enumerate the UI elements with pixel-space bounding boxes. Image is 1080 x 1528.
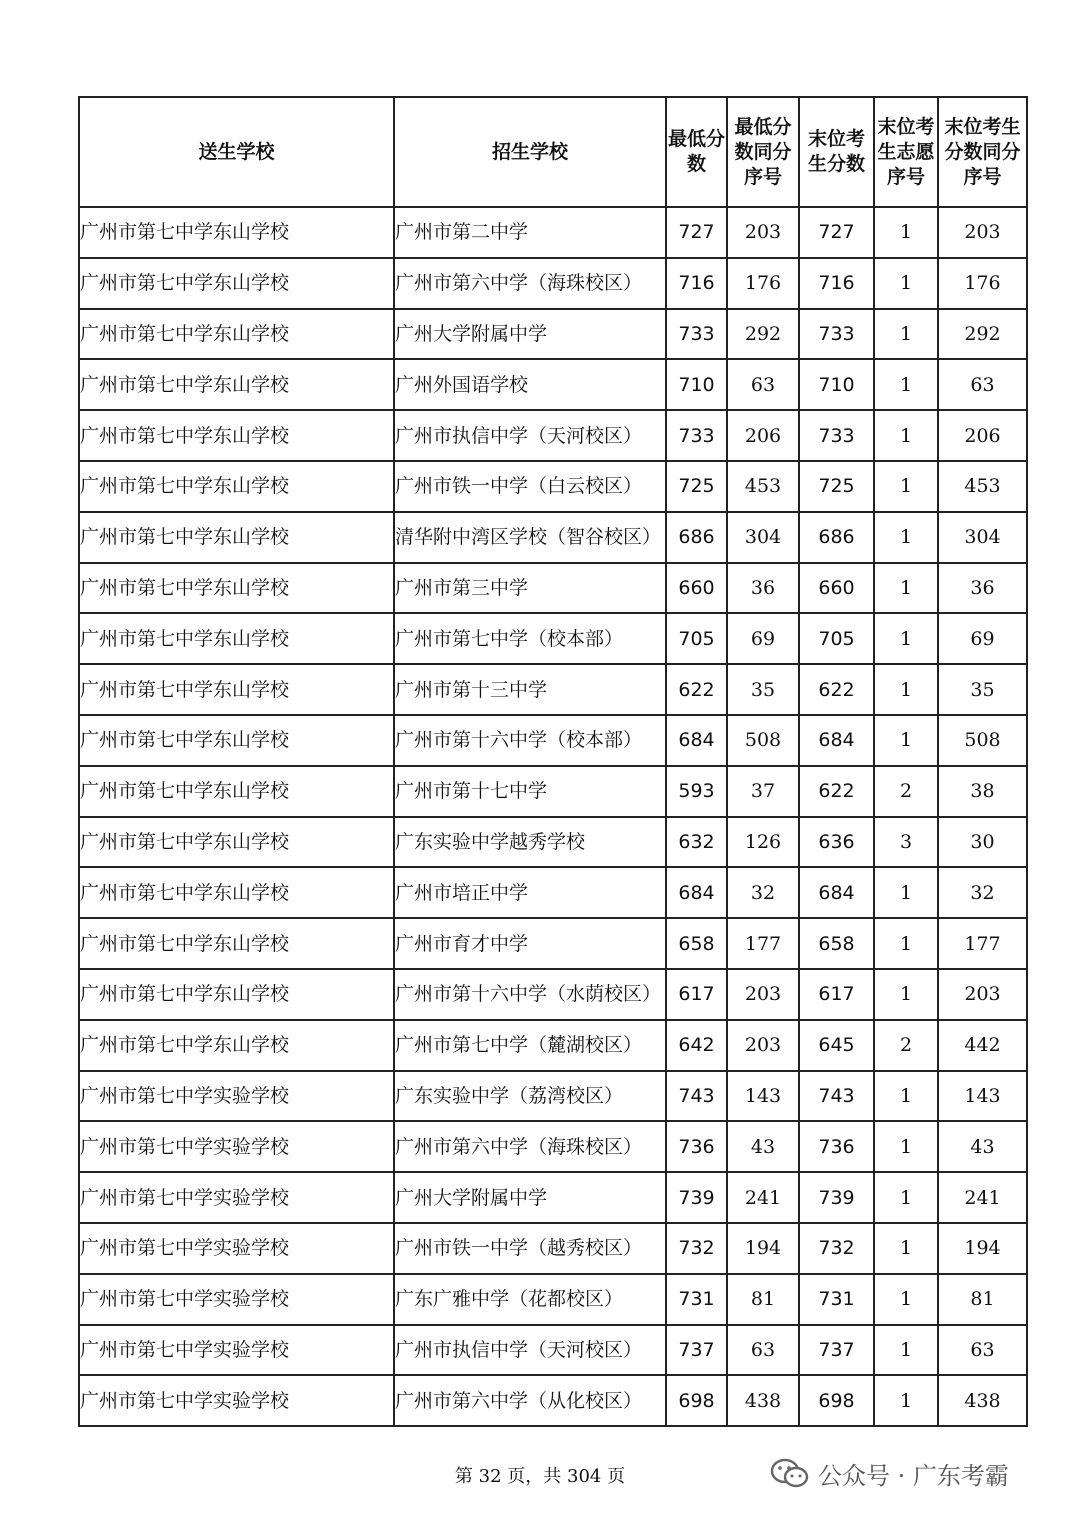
- admission-table: [78, 96, 1028, 1427]
- last-score-tie-rank-cell: 206: [938, 410, 1027, 461]
- min-score-tie-rank-cell: 438: [727, 1375, 799, 1426]
- min-score-tie-rank-cell: 453: [727, 461, 799, 512]
- min-score-cell: 739: [666, 1172, 727, 1223]
- page-number: 第 32 页，共 304 页: [454, 1466, 626, 1487]
- min-score-tie-rank-cell: 143: [727, 1071, 799, 1122]
- receiving-school-cell: 广州市第三中学: [394, 563, 666, 614]
- receiving-school-cell: 广州市执信中学（天河校区）: [394, 1325, 666, 1376]
- receiving-school-cell: 广州市铁一中学（越秀校区）: [394, 1223, 666, 1274]
- sending-school-cell: 广州市第七中学东山学校: [79, 309, 394, 360]
- last-choice-rank-cell: 1: [874, 1172, 938, 1223]
- last-score-cell: 645: [799, 1020, 874, 1071]
- sending-school-cell: 广州市第七中学东山学校: [79, 563, 394, 614]
- min-score-cell: 731: [666, 1274, 727, 1325]
- min-score-tie-rank-cell: 203: [727, 1020, 799, 1071]
- min-score-tie-rank-cell: 206: [727, 410, 799, 461]
- table-row: [79, 817, 1027, 868]
- receiving-school-cell: 广州市第十七中学: [394, 766, 666, 817]
- table-row: [79, 867, 1027, 918]
- last-score-tie-rank-cell: 203: [938, 207, 1027, 258]
- table-header-row: [79, 97, 1027, 207]
- receiving-school-cell: 广州市第十六中学（水荫校区）: [394, 969, 666, 1020]
- last-score-cell: 739: [799, 1172, 874, 1223]
- last-choice-rank-cell: 1: [874, 664, 938, 715]
- receiving-school-cell: 广州市第七中学（校本部）: [394, 613, 666, 664]
- min-score-cell: 622: [666, 664, 727, 715]
- last-score-tie-rank-cell: 292: [938, 309, 1027, 360]
- sending-school-cell: 广州市第七中学实验学校: [79, 1172, 394, 1223]
- receiving-school-cell: 广东实验中学（荔湾校区）: [394, 1071, 666, 1122]
- sending-school-cell: 广州市第七中学东山学校: [79, 817, 394, 868]
- min-score-cell: 617: [666, 969, 727, 1020]
- sending-school-cell: 广州市第七中学实验学校: [79, 1223, 394, 1274]
- sending-school-cell: 广州市第七中学实验学校: [79, 1274, 394, 1325]
- receiving-school-cell: 广州外国语学校: [394, 359, 666, 410]
- receiving-school-cell: 广州市第十六中学（校本部）: [394, 715, 666, 766]
- last-score-cell: 617: [799, 969, 874, 1020]
- sending-school-cell: 广州市第七中学东山学校: [79, 664, 394, 715]
- sending-school-cell: 广州市第七中学实验学校: [79, 1375, 394, 1426]
- last-score-tie-rank-cell: 241: [938, 1172, 1027, 1223]
- last-choice-rank-cell: 1: [874, 1325, 938, 1376]
- sending-school-cell: 广州市第七中学实验学校: [79, 1121, 394, 1172]
- receiving-school-cell: 广东实验中学越秀学校: [394, 817, 666, 868]
- min-score-tie-rank-cell: 203: [727, 969, 799, 1020]
- sending-school-cell: 广州市第七中学东山学校: [79, 512, 394, 563]
- last-choice-rank-cell: 2: [874, 1020, 938, 1071]
- table-body: [79, 207, 1027, 1426]
- min-score-tie-rank-cell: 177: [727, 918, 799, 969]
- last-score-cell: 743: [799, 1071, 874, 1122]
- last-score-tie-rank-cell: 63: [938, 359, 1027, 410]
- last-score-cell: 660: [799, 563, 874, 614]
- header-sending-school: 送生学校: [79, 97, 394, 207]
- min-score-tie-rank-cell: 304: [727, 512, 799, 563]
- last-score-cell: 684: [799, 715, 874, 766]
- min-score-cell: 743: [666, 1071, 727, 1122]
- sending-school-cell: 广州市第七中学东山学校: [79, 918, 394, 969]
- last-score-tie-rank-cell: 453: [938, 461, 1027, 512]
- table-row: [79, 969, 1027, 1020]
- min-score-cell: 736: [666, 1121, 727, 1172]
- table-row: [79, 258, 1027, 309]
- table-row: [79, 1325, 1027, 1376]
- sending-school-cell: 广州市第七中学东山学校: [79, 613, 394, 664]
- receiving-school-cell: 广州市第六中学（从化校区）: [394, 1375, 666, 1426]
- last-choice-rank-cell: 1: [874, 563, 938, 614]
- receiving-school-cell: 清华附中湾区学校（智谷校区）: [394, 512, 666, 563]
- receiving-school-cell: 广州市第六中学（海珠校区）: [394, 258, 666, 309]
- sending-school-cell: 广州市第七中学东山学校: [79, 461, 394, 512]
- min-score-tie-rank-cell: 203: [727, 207, 799, 258]
- min-score-tie-rank-cell: 69: [727, 613, 799, 664]
- table-row: [79, 613, 1027, 664]
- min-score-cell: 698: [666, 1375, 727, 1426]
- header-last-score-tie-rank: 末位考生分数同分序号: [938, 97, 1027, 207]
- receiving-school-cell: 广州大学附属中学: [394, 1172, 666, 1223]
- table-row: [79, 563, 1027, 614]
- min-score-cell: 725: [666, 461, 727, 512]
- last-score-tie-rank-cell: 176: [938, 258, 1027, 309]
- min-score-cell: 716: [666, 258, 727, 309]
- min-score-cell: 732: [666, 1223, 727, 1274]
- last-score-cell: 737: [799, 1325, 874, 1376]
- last-score-cell: 658: [799, 918, 874, 969]
- last-score-cell: 698: [799, 1375, 874, 1426]
- watermark-text: 公众号 · 广东考霸: [818, 1462, 1009, 1490]
- watermark: [770, 1456, 1009, 1491]
- min-score-tie-rank-cell: 43: [727, 1121, 799, 1172]
- min-score-tie-rank-cell: 36: [727, 563, 799, 614]
- last-score-cell: 636: [799, 817, 874, 868]
- min-score-cell: 710: [666, 359, 727, 410]
- table-row: [79, 410, 1027, 461]
- last-score-cell: 684: [799, 867, 874, 918]
- min-score-tie-rank-cell: 63: [727, 1325, 799, 1376]
- receiving-school-cell: 广州大学附属中学: [394, 309, 666, 360]
- receiving-school-cell: 广州市育才中学: [394, 918, 666, 969]
- last-choice-rank-cell: 1: [874, 258, 938, 309]
- table-row: [79, 1274, 1027, 1325]
- last-choice-rank-cell: 1: [874, 359, 938, 410]
- sending-school-cell: 广州市第七中学东山学校: [79, 359, 394, 410]
- sending-school-cell: 广州市第七中学东山学校: [79, 207, 394, 258]
- last-choice-rank-cell: 1: [874, 613, 938, 664]
- header-receiving-school: 招生学校: [394, 97, 666, 207]
- last-choice-rank-cell: 3: [874, 817, 938, 868]
- sending-school-cell: 广州市第七中学实验学校: [79, 1071, 394, 1122]
- last-choice-rank-cell: 1: [874, 1121, 938, 1172]
- min-score-cell: 658: [666, 918, 727, 969]
- last-score-tie-rank-cell: 442: [938, 1020, 1027, 1071]
- last-choice-rank-cell: 1: [874, 715, 938, 766]
- last-score-tie-rank-cell: 32: [938, 867, 1027, 918]
- min-score-tie-rank-cell: 126: [727, 817, 799, 868]
- last-score-tie-rank-cell: 203: [938, 969, 1027, 1020]
- last-score-cell: 710: [799, 359, 874, 410]
- min-score-tie-rank-cell: 194: [727, 1223, 799, 1274]
- table-row: [79, 309, 1027, 360]
- sending-school-cell: 广州市第七中学东山学校: [79, 969, 394, 1020]
- receiving-school-cell: 广州市铁一中学（白云校区）: [394, 461, 666, 512]
- min-score-tie-rank-cell: 81: [727, 1274, 799, 1325]
- last-choice-rank-cell: 1: [874, 1274, 938, 1325]
- receiving-school-cell: 广州市培正中学: [394, 867, 666, 918]
- last-score-tie-rank-cell: 177: [938, 918, 1027, 969]
- table-row: [79, 1121, 1027, 1172]
- last-score-tie-rank-cell: 304: [938, 512, 1027, 563]
- min-score-tie-rank-cell: 241: [727, 1172, 799, 1223]
- min-score-cell: 642: [666, 1020, 727, 1071]
- receiving-school-cell: 广州市执信中学（天河校区）: [394, 410, 666, 461]
- min-score-cell: 632: [666, 817, 727, 868]
- last-score-tie-rank-cell: 38: [938, 766, 1027, 817]
- table-row: [79, 207, 1027, 258]
- last-score-tie-rank-cell: 438: [938, 1375, 1027, 1426]
- table-row: [79, 461, 1027, 512]
- wechat-icon: [770, 1457, 810, 1491]
- last-score-cell: 622: [799, 766, 874, 817]
- min-score-tie-rank-cell: 63: [727, 359, 799, 410]
- last-score-cell: 725: [799, 461, 874, 512]
- last-score-cell: 727: [799, 207, 874, 258]
- last-choice-rank-cell: 1: [874, 867, 938, 918]
- last-score-tie-rank-cell: 43: [938, 1121, 1027, 1172]
- sending-school-cell: 广州市第七中学东山学校: [79, 766, 394, 817]
- receiving-school-cell: 广州市第七中学（麓湖校区）: [394, 1020, 666, 1071]
- table-row: [79, 512, 1027, 563]
- table-row: [79, 715, 1027, 766]
- last-score-tie-rank-cell: 63: [938, 1325, 1027, 1376]
- last-score-cell: 736: [799, 1121, 874, 1172]
- sending-school-cell: 广州市第七中学东山学校: [79, 258, 394, 309]
- last-score-cell: 733: [799, 309, 874, 360]
- last-score-tie-rank-cell: 143: [938, 1071, 1027, 1122]
- receiving-school-cell: 广州市第二中学: [394, 207, 666, 258]
- table-row: [79, 359, 1027, 410]
- last-score-cell: 716: [799, 258, 874, 309]
- last-choice-rank-cell: 1: [874, 969, 938, 1020]
- min-score-tie-rank-cell: 32: [727, 867, 799, 918]
- sending-school-cell: 广州市第七中学东山学校: [79, 715, 394, 766]
- min-score-cell: 686: [666, 512, 727, 563]
- header-last-choice-rank: 末位考生志愿序号: [874, 97, 938, 207]
- sending-school-cell: 广州市第七中学实验学校: [79, 1325, 394, 1376]
- last-score-cell: 622: [799, 664, 874, 715]
- sending-school-cell: 广州市第七中学东山学校: [79, 410, 394, 461]
- last-score-cell: 733: [799, 410, 874, 461]
- last-choice-rank-cell: 1: [874, 1071, 938, 1122]
- last-score-tie-rank-cell: 35: [938, 664, 1027, 715]
- last-score-cell: 731: [799, 1274, 874, 1325]
- last-choice-rank-cell: 1: [874, 461, 938, 512]
- table-row: [79, 918, 1027, 969]
- last-choice-rank-cell: 1: [874, 918, 938, 969]
- table-row: [79, 766, 1027, 817]
- min-score-cell: 660: [666, 563, 727, 614]
- min-score-tie-rank-cell: 35: [727, 664, 799, 715]
- min-score-tie-rank-cell: 508: [727, 715, 799, 766]
- last-choice-rank-cell: 1: [874, 1223, 938, 1274]
- last-score-tie-rank-cell: 81: [938, 1274, 1027, 1325]
- last-score-tie-rank-cell: 69: [938, 613, 1027, 664]
- last-choice-rank-cell: 1: [874, 512, 938, 563]
- receiving-school-cell: 广东广雅中学（花都校区）: [394, 1274, 666, 1325]
- min-score-cell: 733: [666, 309, 727, 360]
- last-choice-rank-cell: 2: [874, 766, 938, 817]
- min-score-tie-rank-cell: 292: [727, 309, 799, 360]
- header-min-score: 最低分数: [666, 97, 727, 207]
- sending-school-cell: 广州市第七中学东山学校: [79, 1020, 394, 1071]
- min-score-tie-rank-cell: 176: [727, 258, 799, 309]
- table-row: [79, 1172, 1027, 1223]
- receiving-school-cell: 广州市第六中学（海珠校区）: [394, 1121, 666, 1172]
- header-min-score-tie-rank: 最低分数同分序号: [727, 97, 799, 207]
- last-score-cell: 686: [799, 512, 874, 563]
- last-choice-rank-cell: 1: [874, 207, 938, 258]
- last-choice-rank-cell: 1: [874, 309, 938, 360]
- min-score-cell: 727: [666, 207, 727, 258]
- last-score-tie-rank-cell: 194: [938, 1223, 1027, 1274]
- table-row: [79, 1375, 1027, 1426]
- min-score-cell: 684: [666, 715, 727, 766]
- min-score-cell: 733: [666, 410, 727, 461]
- receiving-school-cell: 广州市第十三中学: [394, 664, 666, 715]
- min-score-cell: 737: [666, 1325, 727, 1376]
- last-score-tie-rank-cell: 30: [938, 817, 1027, 868]
- min-score-tie-rank-cell: 37: [727, 766, 799, 817]
- last-score-tie-rank-cell: 508: [938, 715, 1027, 766]
- last-choice-rank-cell: 1: [874, 410, 938, 461]
- last-score-cell: 732: [799, 1223, 874, 1274]
- min-score-cell: 593: [666, 766, 727, 817]
- header-last-score: 末位考生分数: [799, 97, 874, 207]
- table-row: [79, 1020, 1027, 1071]
- last-score-tie-rank-cell: 36: [938, 563, 1027, 614]
- last-choice-rank-cell: 1: [874, 1375, 938, 1426]
- sending-school-cell: 广州市第七中学东山学校: [79, 867, 394, 918]
- last-score-cell: 705: [799, 613, 874, 664]
- table-row: [79, 1223, 1027, 1274]
- min-score-cell: 684: [666, 867, 727, 918]
- table-row: [79, 1071, 1027, 1122]
- min-score-cell: 705: [666, 613, 727, 664]
- table-row: [79, 664, 1027, 715]
